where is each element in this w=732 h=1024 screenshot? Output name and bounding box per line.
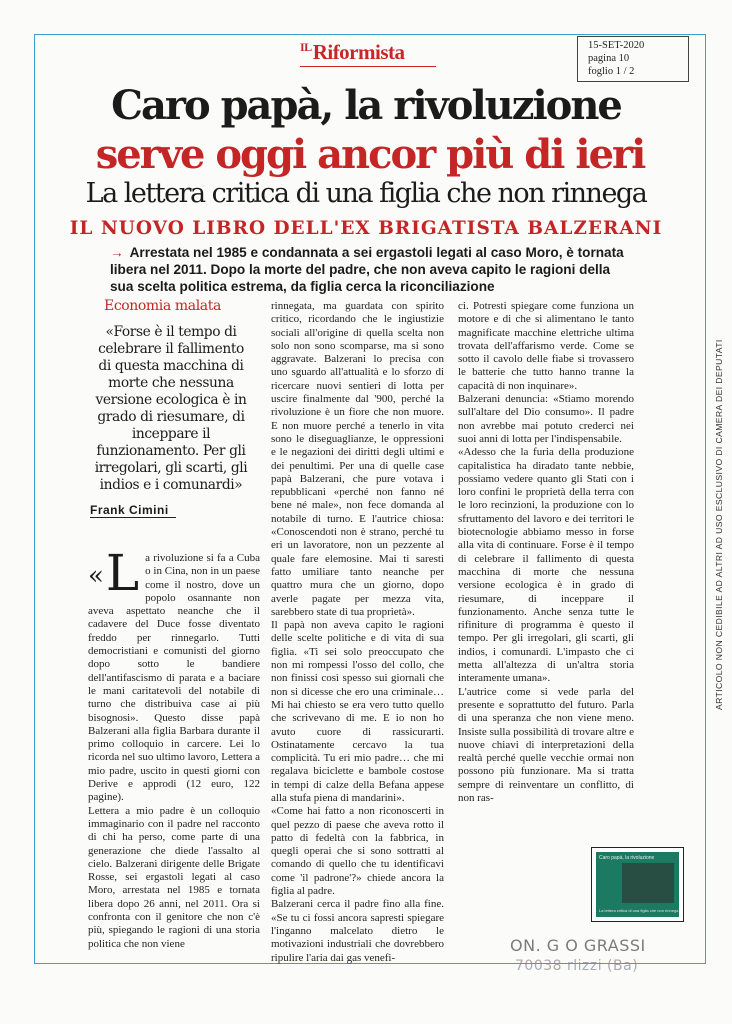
kicker: IL NUOVO LIBRO DELL'EX BRIGATISTA BALZERANI [69, 218, 663, 239]
article-paragraph: Il papà non aveva capito le ragioni delle scelte politiche e di vita di sua figlia. «Ti sei solo preoccupato che non mi rompessi l'osso del collo, che non finissi così spesso sui giornali che non si dicesse che ero una criminale… Mi hai chiesto se era vero tutto quello che scrivevano di me. E io non ho avuto cuore di rassicurarti. Ostinatamente cercavo la tua complicità. Tu eri mio padre… che mi regalava biciclette e bambole costose in tempi di calze della Befana appese alla stufa piena di mandarini». [271, 619, 444, 804]
article-column-1 [88, 544, 260, 951]
article-paragraph: Lettera a mio padre è un colloquio immaginario con il padre nel racconto di chi ha perso, come parte di una generazione che diede l'assalto al cielo. Balzerani dirigente delle Brigate Rosse, sei ergastoli legati al caso Moro, arrestata nel 1985 e tornata libera dopo 26 anni, nel 2011. Ora si confronta con il genitore che non c'è più, spiegando le ragioni di una storia politica che non viene [88, 804, 260, 950]
book-cover-photo [622, 863, 674, 903]
subheadline: La lettera critica di una figlia che non rinnega [85, 178, 647, 209]
clipping-sheet: foglio 1 / 2 [588, 66, 635, 77]
article-column-3 [458, 300, 634, 805]
article-paragraph: «Adesso che la furia della produzione capitalistica ha diradato tante nebbie, possiamo vedere quanto gli Stati con i loro confini le proprietà della terra con le loro recinzioni, la produzione con lo sfruttamento del lavoro e dei territori le biotecnologie abbiamo messo in forse alla vita di continuare. Forse è il tempo di celebrare il fallimento di questa macchina di morte che nessuna versione ecologica è in grado di riesumare, di inceppare il funzionamento. Anche senza tutte le rifiniture di programma è questo il tempo. Per gli irregolari, gli scarti, gli indios, i comunardi. L'impasto che ci metta all'altezza di un'altra storia interamente umana». [458, 446, 634, 685]
article-paragraph: Balzerani denuncia: «Stiamo morendo sull'altare del Dio consumo». Il padre non avrebbe mai potuto crederci nei suoi anni di lotta per l'indispensabile. [458, 393, 634, 445]
article-paragraph: Balzerani cerca il padre fino alla fine. «Se tu ci fossi ancora sapresti spiegare l'inganno malcelato dietro le motivazioni industriali che dovrebbero ripulire l'aria dai gas venefi- [271, 898, 444, 964]
pull-quote: «Forse è il tempo di celebrare il fallimento di questa macchina di morte che nessuna versione ecologica è in grado di riesumare, di inceppare il funzionamento. Per gli irregolari, gli scarti, gli indios e i comunardi» [94, 324, 248, 493]
drop-cap-letter: L [105, 544, 140, 602]
newspaper-masthead [300, 40, 405, 65]
drop-cap [88, 544, 140, 602]
arrow-icon: → [110, 245, 124, 260]
article-summary [110, 244, 630, 295]
clipping-info-box [577, 36, 689, 82]
book-cover-subtitle: La lettera critica di una figlia che non rinnega [599, 908, 679, 913]
article-paragraph: «Come hai fatto a non riconoscerti in quel pezzo di paese che aveva rotto il patto di fedeltà con la fabbrica, in quegli operai che si sono sottratti al comando di quello che tu identificavi come 'il padrone'?» chiede ancora la figlia al padre. [271, 805, 444, 898]
masthead-name: Riformista [312, 40, 405, 64]
article-paragraph [88, 544, 260, 805]
byline-rule [90, 517, 176, 518]
book-cover-image [591, 847, 684, 922]
recipient-stamp-line-1: ON. G O GRASSI [510, 936, 646, 955]
copyright-notice-text: ARTICOLO NON CEDIBILE AD ALTRI AD USO ESCLUSIVO DI CAMERA DEI DEPUTATI [714, 339, 724, 710]
book-cover-title: Caro papà, la rivoluzione [599, 855, 655, 861]
drop-cap-quotes: « [88, 561, 104, 591]
masthead-prefix: IL [300, 40, 312, 54]
clipping-page: pagina 10 [588, 53, 630, 64]
article-paragraph: L'autrice come si vede parla del presente e soprattutto del futuro. Parla di una speranza che non viene meno. Insiste sulla possibilità di trovare altre e nuove chiavi di interpretazioni della realtà perché quelle vecchie ormai non possono più funzionare. Ma si tratta sempre di reinventare un conflitto, di non ras- [458, 685, 634, 804]
author-byline: Frank Cimini [90, 503, 169, 517]
paragraph-text: a rivoluzione si fa a Cuba o in Cina, non in un paese come il nostro, dove un popolo osannante non aveva aspettato neanche che il cadavere del Duce fosse diventato freddo per rinnegarlo. Tutti democristiani e comunisti del giorno dopo sotto le bandiere dell'antifascismo di parata e a baciare le mani caritatevoli del notabile di turno che distribuiva case ai più bisognosi». Questo disse papà Balzerani alla figlia Barbara durante il primo colloquio in carcere. Lei lo ricorda nel suo ultimo lavoro, Lettera a mio padre, uscito in questi giorni con Derive e approdi (12 euro, 122 pagine). [88, 552, 260, 804]
article-paragraph: ci. Potresti spiegare come funziona un motore e di che si alimentano le tanto magnificate macchine elettriche ultima trovata dell'affarismo verde. Come se sotto il cavolo delle fiabe si trovassero le batterie che tutto hanno tranne la capacità di non inquinare». [458, 300, 634, 392]
headline-line-2: serve oggi ancor più di ieri [95, 131, 645, 178]
article-paragraph: rinnegata, ma guardata con spirito critico, ricordando che le ingiustizie sociali all'origine di quella scelta non solo non sono scomparse, ma si sono aggravate. Balzerani lo precisa con uno sguardo all'attualità e lo sforzo di ricercare nuovi sentieri di lotta per uscire finalmente dal '900, perché la rivoluzione è un fiore che non muore. E non muore perché a tenerlo in vita sono le diseguaglianze, le oppressioni e le negazioni dei diritti degli ultimi e dei penultimi. Per una di quelle case papà Balzerani, che pure votava i repubblicani «perché non fanno né bene né male», non fece domanda al notabile di turno. E l'autrice chiosa: «Conoscendoti non è strano, perché tu eri un lavoratore, non un pezzente al quale fare elemosine. Mai ti saresti fatto umiliare tanto neanche per quattro mura che un giorno, dopo averle pagate per mezza vita, sarebbero state di tua proprietà». [271, 300, 444, 618]
section-label: Economia malata [104, 298, 221, 314]
article-column-2 [271, 300, 444, 965]
masthead-rule [300, 66, 436, 67]
copyright-notice [700, 330, 724, 810]
headline-line-1: Caro papà, la rivoluzione [111, 82, 621, 129]
summary-text: Arrestata nel 1985 e condannata a sei ergastoli legati al caso Moro, è tornata libera nel 2011. Dopo la morte del padre, che non aveva capito le ragioni della sua scelta politica estrema, da figlia cerca la riconciliazione [110, 245, 624, 294]
recipient-stamp-line-2: 70038 rlizzi (Ba) [515, 958, 639, 974]
clipping-date: 15-SET-2020 [588, 40, 645, 51]
